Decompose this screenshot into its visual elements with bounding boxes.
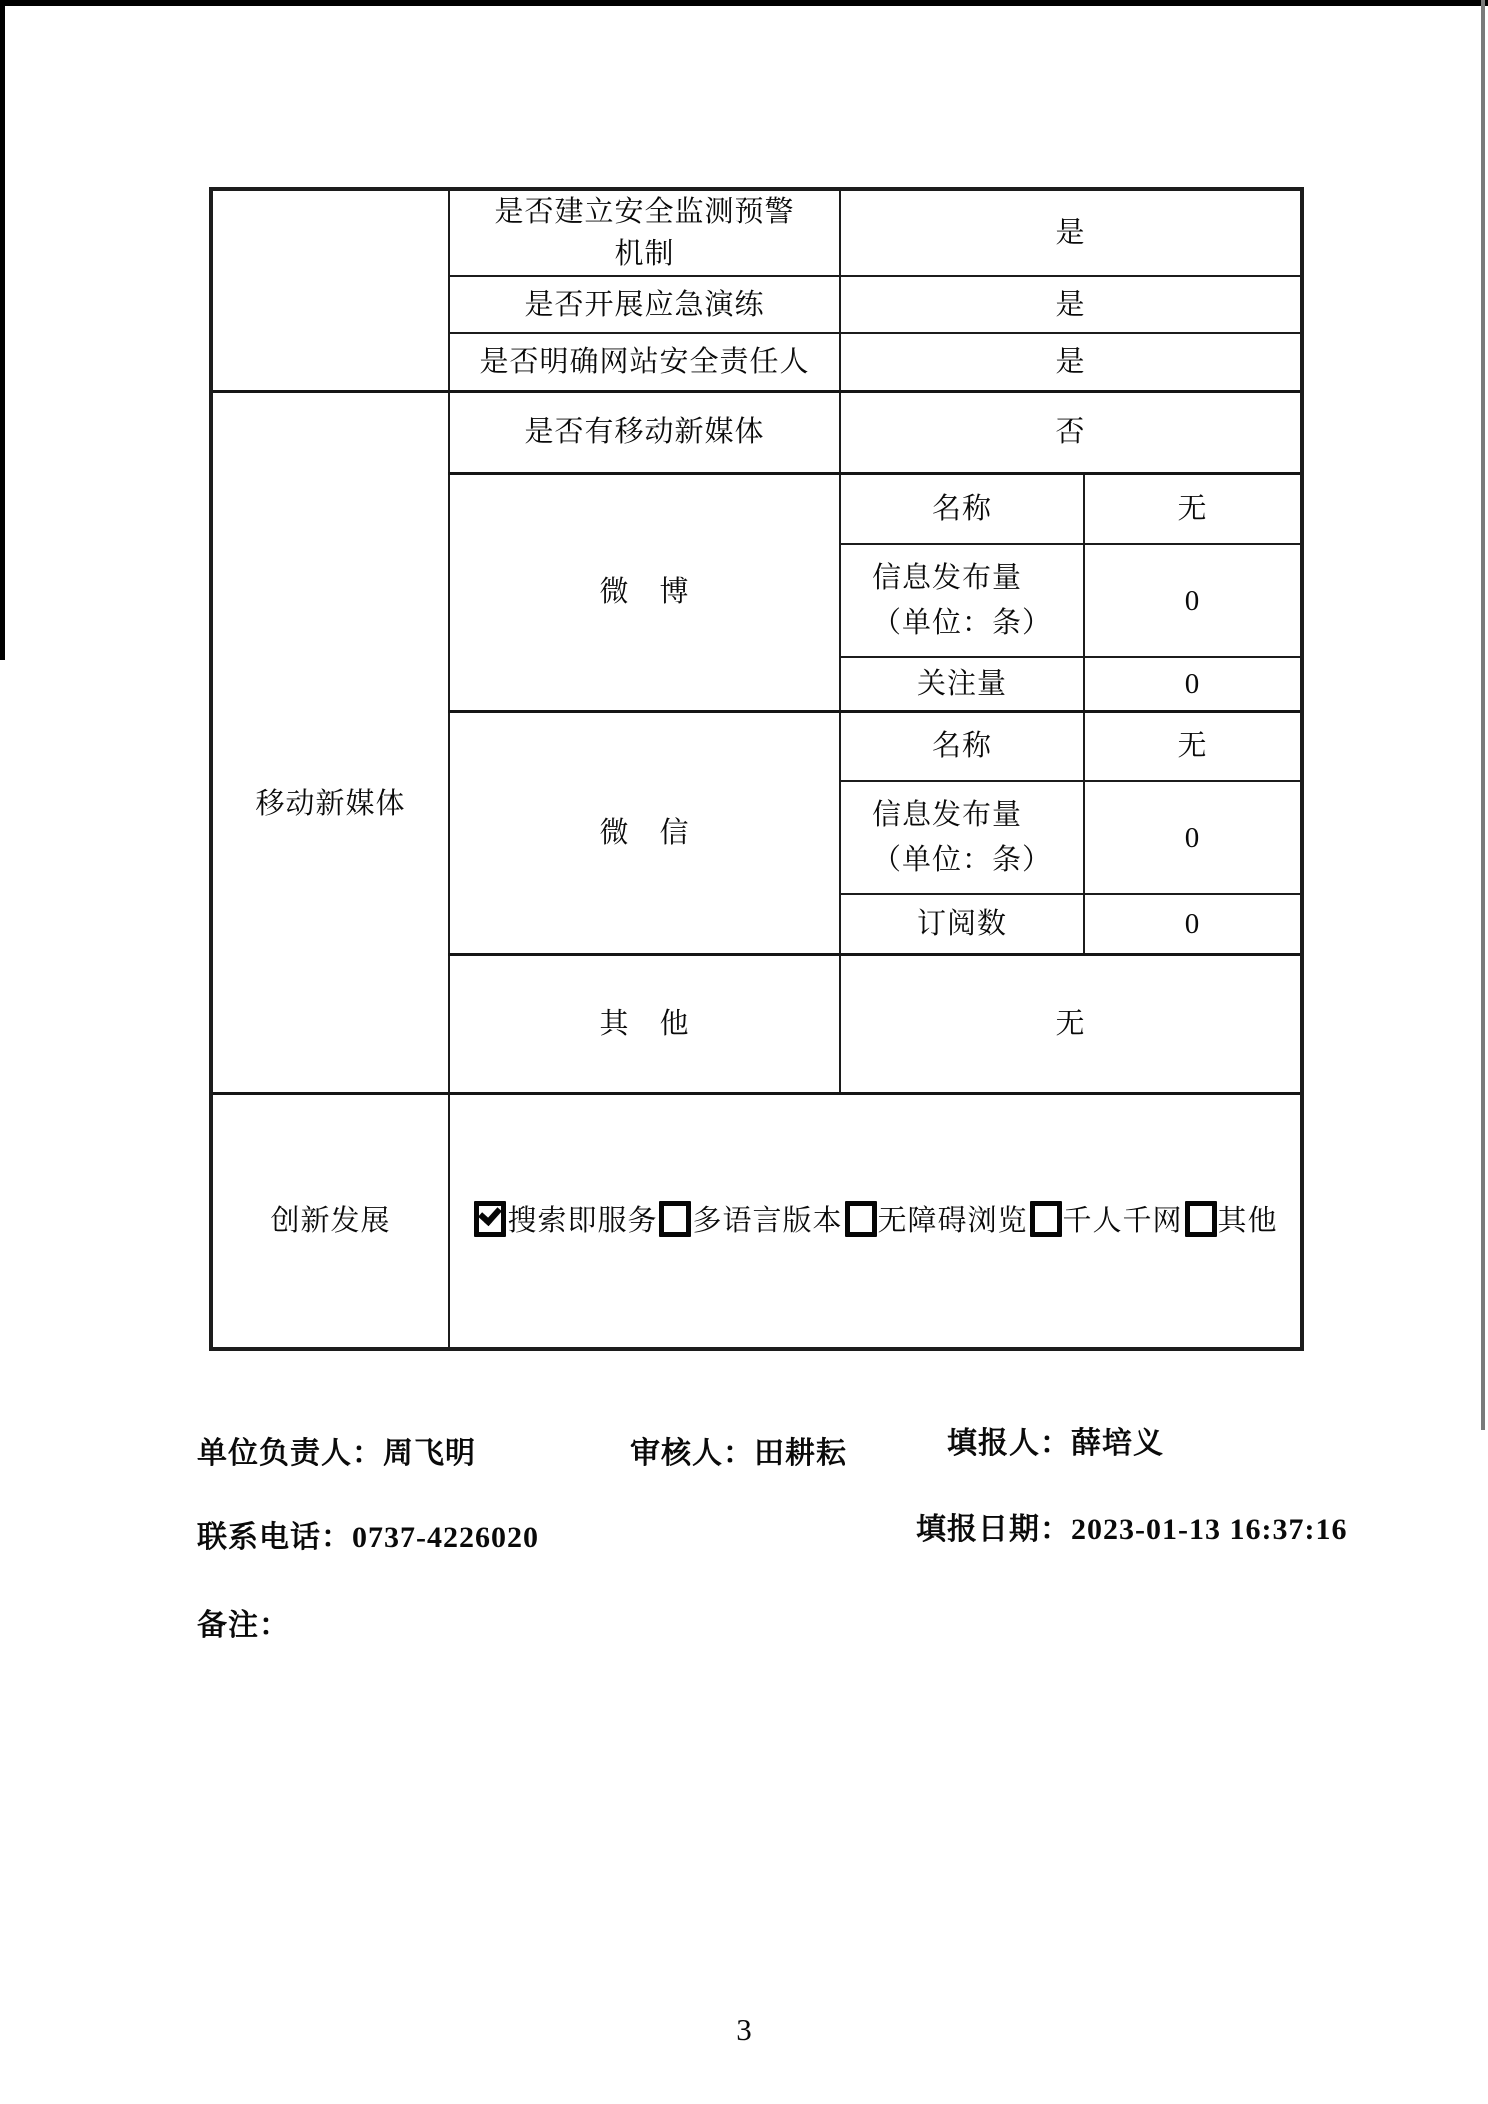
group-label-cell-wechat: 微 信 [449,711,840,954]
sub-value: 0 [1084,544,1302,657]
row-label: 是否开展应急演练 [449,276,840,333]
sub-value: 0 [1084,657,1302,711]
row-label [449,189,840,276]
sub-value: 无 [1084,473,1302,544]
checkbox-personalized[interactable] [1030,1201,1062,1237]
section-label-cell-innovation: 创新发展 [211,1093,449,1349]
sub-label-two-line [872,793,1052,883]
report-date-value: 2023-01-13 16:37:16 [1071,1513,1348,1546]
checkbox-multi-language[interactable] [659,1201,691,1237]
report-table [209,187,1304,1351]
report-date-label: 填报日期： [916,1513,1071,1546]
sub-value: 无 [1084,711,1302,781]
sub-label-two-line [872,556,1052,646]
remark [197,1600,290,1644]
section-label-cell-empty [211,189,449,391]
sub-label-line2: （单位：条） [871,843,1052,876]
unit-manager-label: 单位负责人： [197,1437,383,1470]
section-label: 移动新媒体 [255,788,406,821]
table-row [211,189,1302,276]
innovation-options-cell [449,1093,1302,1349]
checkbox-other[interactable] [1185,1201,1217,1237]
row-label: 是否明确网站安全责任人 [449,333,840,391]
sub-label-line1: 信息发布量 [871,561,1022,594]
unit-manager [197,1428,476,1472]
sub-label-line1: 信息发布量 [871,798,1022,831]
sub-label [840,781,1084,894]
row-label: 其 他 [449,954,840,1093]
group-label-cell-weibo: 微 博 [449,473,840,711]
scan-edge-top [0,0,1488,6]
row-label-line2: 机制 [614,238,675,271]
sub-value: 0 [1084,894,1302,954]
checkbox-label-personalized: 千人千网 [1062,1204,1183,1237]
checkbox-label-multi-language: 多语言版本 [692,1204,843,1237]
sub-label: 关注量 [840,657,1084,711]
checkbox-accessibility[interactable] [845,1201,877,1237]
row-value: 无 [840,954,1302,1093]
checkbox-label-accessibility: 无障碍浏览 [877,1204,1028,1237]
reviewer-label: 审核人： [630,1437,754,1470]
remark-label: 备注： [197,1609,290,1642]
sub-label [840,544,1084,657]
checkbox-label-search-service: 搜索即服务 [507,1204,658,1237]
row-value: 是 [840,333,1302,391]
reviewer-name: 田耕耘 [754,1437,847,1470]
scan-edge-right [1481,0,1485,1430]
checkbox-label-other: 其他 [1217,1204,1278,1237]
sub-label: 名称 [840,711,1084,781]
form-filler-name: 薛培义 [1071,1427,1164,1460]
contact-phone-label: 联系电话： [197,1521,352,1554]
table-row [211,1093,1302,1349]
row-value: 是 [840,276,1302,333]
row-value: 是 [840,189,1302,276]
sub-label: 订阅数 [840,894,1084,954]
sub-label-line2: （单位：条） [871,606,1052,639]
sub-label: 名称 [840,473,1084,544]
unit-manager-name: 周飞明 [383,1437,476,1470]
table-row [211,391,1302,473]
sub-value: 0 [1084,781,1302,894]
row-value: 否 [840,391,1302,473]
report-date [916,1504,1347,1548]
contact-phone-value: 0737-4226020 [352,1521,539,1554]
form-filler-label: 填报人： [947,1427,1071,1460]
section-label-cell-mobile-media [211,391,449,1093]
scan-edge-left [0,0,5,660]
page-number: 3 [736,2012,752,2047]
contact-phone [197,1512,539,1556]
innovation-options [450,1200,1300,1242]
row-label: 是否有移动新媒体 [449,391,840,473]
checkbox-search-service[interactable] [474,1201,506,1237]
form-filler [947,1418,1164,1462]
row-label-line1: 是否建立安全监测预警 [494,196,795,228]
reviewer [630,1428,847,1472]
